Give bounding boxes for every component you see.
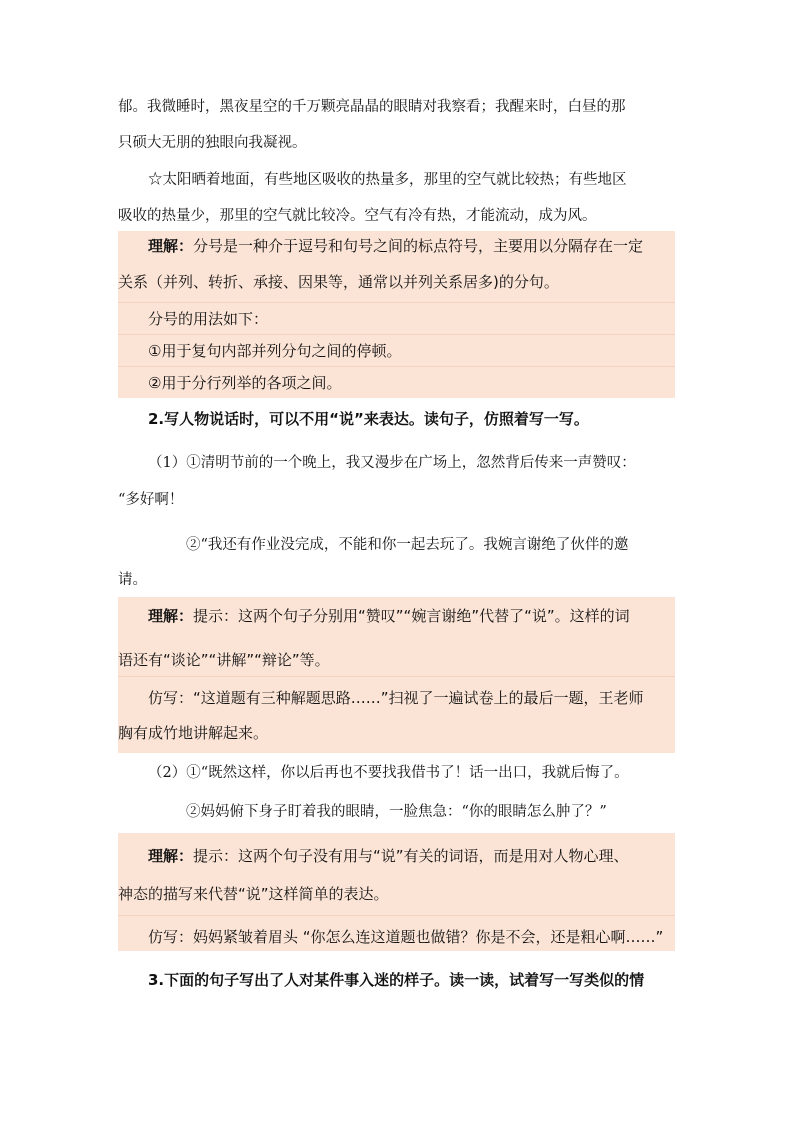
- q2-sentence-2-line-1: （2）①“既然这样，你以后再也不要找我借书了！话一出口，我就后悔了。: [148, 765, 629, 781]
- intro-line-4: 吸收的热量少，那里的空气就比较冷。空气有冷有热，才能流动，成为风。: [118, 208, 597, 224]
- box3-line-3: 仿写：妈妈紧皱着眉头 “你怎么连这道题也做错？你是不会，还是粗心啊……”: [148, 928, 664, 946]
- box1-line-2: 关系（并列、转折、承接、因果等，通常以并列关系居多)的分句。: [118, 273, 559, 291]
- question-2-heading: 2.写人物说话时，可以不用“说”来表达。读句子，仿照着写一写。: [148, 410, 589, 428]
- q2-sentence-2-line-2: ②妈妈俯下身子盯着我的眼睛，一脸焦急：“你的眼睛怎么肿了？”: [186, 804, 607, 820]
- box2-line-4: 胸有成竹地讲解起来。: [118, 724, 269, 742]
- box1-line-1: 理解：分号是一种介于逗号和句号之间的标点符号，主要用以分隔存在一定: [148, 237, 644, 255]
- box2-line-1: 理解：提示：这两个句子分别用“赞叹”“婉言谢绝”代替了“说”。这样的词: [148, 607, 630, 625]
- q2-sentence-1-line-4: 请。: [118, 572, 147, 588]
- box3-line-2: 神态的描写来代替“说”这样简单的表达。: [118, 885, 389, 903]
- box1-line-4: ①用于复句内部并列分句之间的停顿。: [148, 342, 402, 360]
- box2-line-2: 语还有“谈论”“讲解”“辩论”等。: [118, 651, 330, 669]
- box2-line-3: 仿写：“这道题有三种解题思路……”扫视了一遍试卷上的最后一题，王老师: [148, 689, 644, 707]
- q2-sentence-1-line-1: （1）①清明节前的一个晚上，我又漫步在广场上，忽然背后传来一声赞叹：: [148, 455, 636, 471]
- question-3-heading: 3.下面的句子写出了人对某件事入迷的样子。读一读，试着写一写类似的情: [148, 971, 645, 989]
- understanding-label: 理解：: [148, 847, 194, 865]
- intro-line-3: ☆太阳晒着地面，有些地区吸收的热量多，那里的空气就比较热；有些地区: [148, 172, 627, 188]
- understanding-label: 理解：: [148, 237, 194, 255]
- q2-sentence-1-line-3: ②“我还有作业没完成，不能和你一起去玩了。我婉言谢绝了伙伴的邀: [186, 537, 629, 553]
- box1-line-3: 分号的用法如下：: [148, 310, 269, 328]
- box3-line-1: 理解：提示：这两个句子没有用与“说”有关的词语，而是用对人物心理、: [148, 847, 629, 865]
- box1-line-5: ②用于分行列举的各项之间。: [148, 374, 342, 392]
- understanding-label: 理解：: [148, 607, 194, 625]
- q2-sentence-1-line-2: “多好啊！: [118, 492, 184, 508]
- intro-line-1: 郁。我微睡时，黑夜星空的千万颗亮晶晶的眼睛对我察看；我醒来时，白昼的那: [118, 99, 626, 115]
- intro-line-2: 只硕大无朋的独眼向我凝视。: [118, 135, 307, 151]
